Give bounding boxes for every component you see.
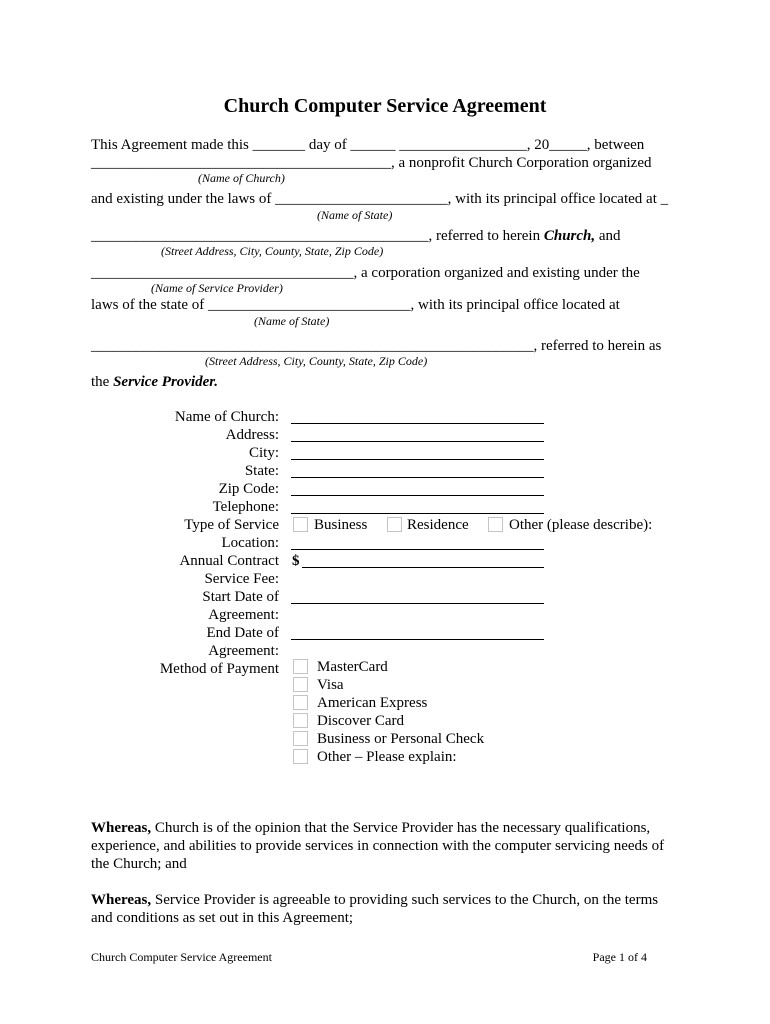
label-end-date: End Date of [206, 625, 279, 641]
field-zip-code[interactable] [291, 495, 544, 496]
intro-line-3: and existing under the laws of _______________________, with its principal office located at _ [91, 191, 669, 207]
option-business-label: Business [314, 517, 368, 533]
footer-document-title: Church Computer Service Agreement [91, 950, 272, 964]
label-service-fee: Service Fee: [204, 571, 279, 587]
caption-name-of-church: (Name of Church) [198, 171, 285, 185]
field-location[interactable] [291, 549, 544, 550]
checkbox-check[interactable] [293, 731, 308, 746]
field-city[interactable] [291, 459, 544, 460]
payment-mastercard-label: MasterCard [317, 659, 388, 675]
label-start-date: Start Date of [202, 589, 279, 605]
checkbox-business[interactable] [293, 517, 308, 532]
payment-other-label: Other – Please explain: [317, 749, 457, 765]
dollar-sign: $ [292, 553, 300, 569]
intro-line-6: laws of the state of ___________________________, with its principal office located at [91, 297, 620, 313]
label-location: Location: [221, 535, 279, 551]
intro-line-5: ___________________________________, a corporation organized and existing under the [91, 265, 640, 281]
checkbox-mastercard[interactable] [293, 659, 308, 674]
field-annual-contract-fee[interactable] [302, 567, 544, 568]
caption-name-of-state-2: (Name of State) [254, 314, 330, 328]
field-state[interactable] [291, 477, 544, 478]
checkbox-other-payment[interactable] [293, 749, 308, 764]
label-address: Address: [225, 427, 279, 443]
option-other-service-label: Other (please describe): [509, 517, 653, 533]
checkbox-other-service[interactable] [488, 517, 503, 532]
option-residence-label: Residence [407, 517, 469, 533]
intro-line-2: ________________________________________, a nonprofit Church Corporation organized [91, 155, 652, 171]
footer-page-number: Page 1 of 4 [592, 950, 647, 964]
payment-discover-card-label: Discover Card [317, 713, 405, 729]
payment-visa-label: Visa [317, 677, 344, 693]
checkbox-discover-card[interactable] [293, 713, 308, 728]
label-zip-code: Zip Code: [218, 481, 279, 497]
checkbox-american-express[interactable] [293, 695, 308, 710]
payment-check-label: Business or Personal Check [317, 731, 485, 747]
caption-name-of-state-1: (Name of State) [317, 208, 393, 222]
payment-american-express-label: American Express [317, 695, 428, 711]
intro-line-4: _____________________________________________, referred to herein Church, and [91, 228, 621, 244]
caption-service-provider: (Name of Service Provider) [151, 281, 283, 295]
intro-line-8: the Service Provider. [91, 374, 219, 390]
label-annual-contract: Annual Contract [179, 553, 279, 569]
label-name-of-church: Name of Church: [174, 409, 279, 425]
field-name-of-church[interactable] [291, 423, 544, 424]
label-telephone: Telephone: [212, 499, 279, 515]
whereas-paragraph-2: Whereas, Service Provider is agreeable to providing such services to the Church, on the terms and conditions as set out in this Agreement; [91, 892, 659, 926]
intro-line-7: ___________________________________________________________, referred to herein as [91, 338, 662, 354]
field-end-date[interactable] [291, 639, 544, 640]
whereas-paragraph-1: Whereas, Church is of the opinion that the Service Provider has the necessary qualifications, experience, and abilities to provide services in connection with the computer servicing needs of the Church; and [91, 820, 665, 872]
field-start-date[interactable] [291, 603, 544, 604]
label-start-agreement: Agreement: [208, 607, 279, 623]
field-telephone[interactable] [291, 513, 544, 514]
document-title: Church Computer Service Agreement [223, 95, 547, 117]
label-method-of-payment: Method of Payment [159, 661, 279, 677]
intro-line-1: This Agreement made this _______ day of ______ _________________, 20_____, between [91, 137, 645, 153]
field-address[interactable] [291, 441, 544, 442]
label-city: City: [248, 445, 279, 461]
checkbox-residence[interactable] [387, 517, 402, 532]
label-end-agreement: Agreement: [208, 643, 279, 659]
label-state: State: [244, 463, 279, 479]
caption-address-1: (Street Address, City, County, State, Zip Code) [161, 244, 384, 258]
label-type-of-service: Type of Service [184, 517, 279, 533]
caption-address-2: (Street Address, City, County, State, Zip Code) [205, 354, 428, 368]
checkbox-visa[interactable] [293, 677, 308, 692]
